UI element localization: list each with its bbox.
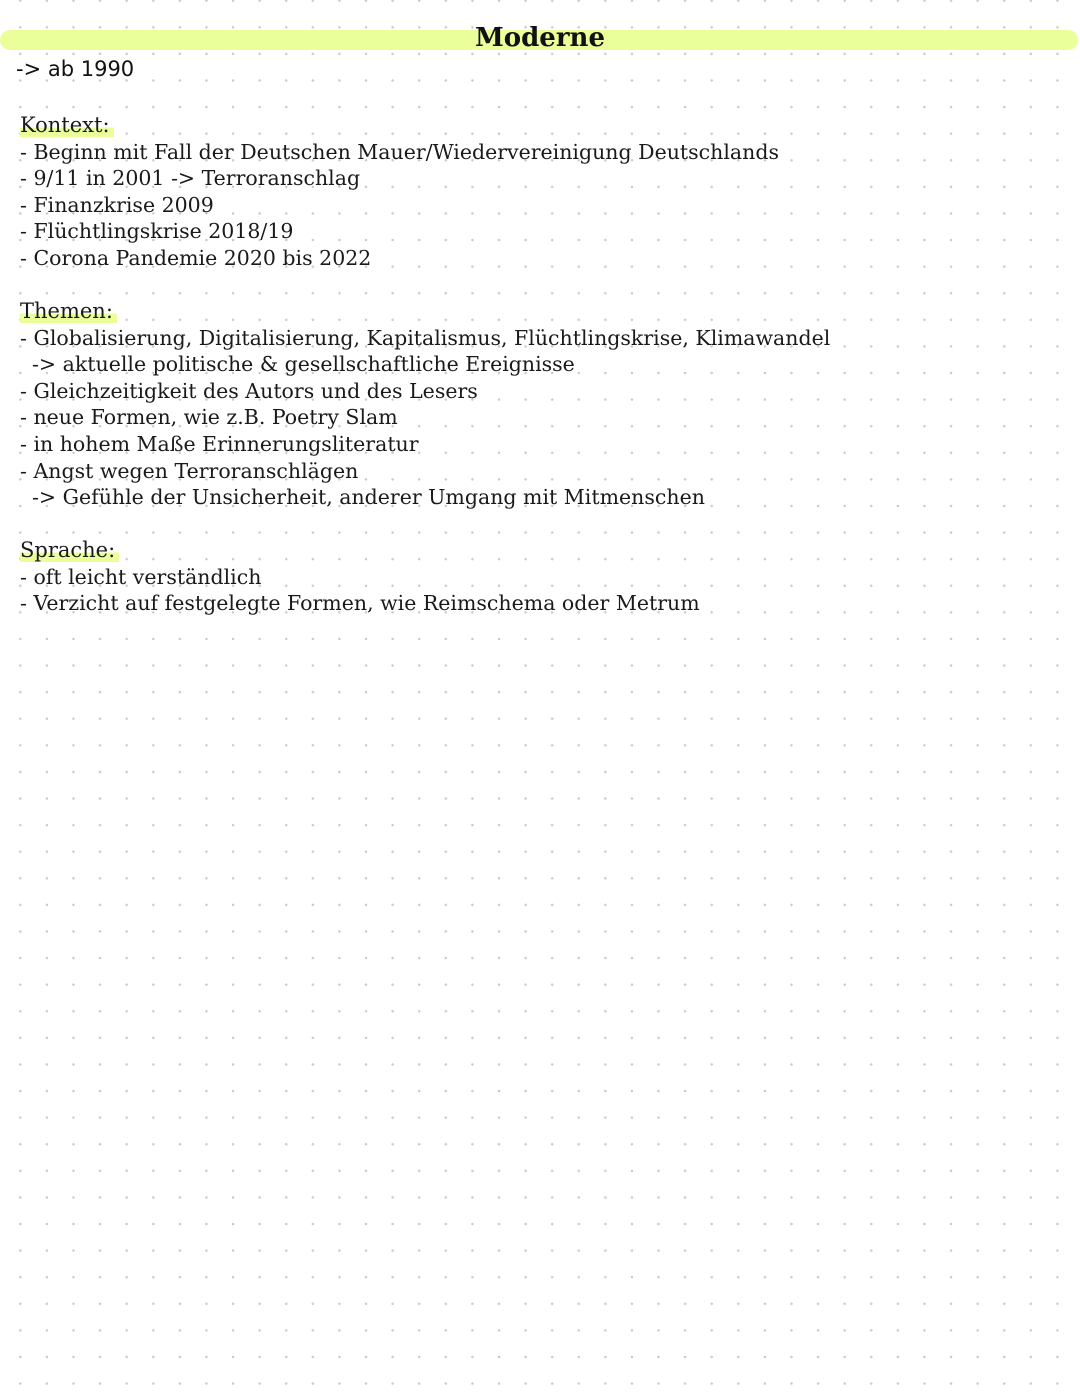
list-item: - in hohem Maße Erinnerungsliteratur [20, 431, 419, 456]
list-item: - 9/11 in 2001 -> Terroranschlag [20, 166, 361, 191]
section-heading-sprache: Sprache: [20, 537, 119, 564]
section-themen [20, 298, 1070, 511]
list-item: - Beginn mit Fall der Deutschen Mauer/Wiedervereinigung Deutschlands [20, 139, 779, 164]
kontext-list [20, 139, 1070, 272]
list-item: - Angst wegen Terroranschlägen [20, 458, 359, 483]
list-item: - Corona Pandemie 2020 bis 2022 [20, 245, 372, 270]
section-heading-themen: Themen: [20, 298, 117, 325]
list-item: - oft leicht verständlich [20, 564, 262, 589]
list-item: - Verzicht auf festgelegte Formen, wie Reimschema oder Metrum [20, 591, 700, 616]
list-subitem: -> Gefühle der Unsicherheit, anderer Umgang mit Mitmenschen [32, 485, 705, 510]
list-item: - Flüchtlingskrise 2018/19 [20, 219, 294, 244]
list-subitem: -> aktuelle politische & gesellschaftliche Ereignisse [32, 352, 575, 377]
section-heading-kontext: Kontext: [20, 112, 114, 139]
list-item: - neue Formen, wie z.B. Poetry Slam [20, 405, 398, 430]
page-title: Moderne [475, 23, 605, 53]
themen-list [20, 325, 1070, 511]
list-item: - Gleichzeitigkeit des Autors und des Lesers [20, 378, 478, 403]
period-subtitle: -> ab 1990 [16, 57, 135, 81]
section-kontext [20, 112, 1070, 272]
sprache-list [20, 564, 1070, 617]
section-sprache [20, 537, 1070, 617]
list-item: - Globalisierung, Digitalisierung, Kapitalismus, Flüchtlingskrise, Klimawandel [20, 325, 831, 350]
list-item: - Finanzkrise 2009 [20, 192, 214, 217]
